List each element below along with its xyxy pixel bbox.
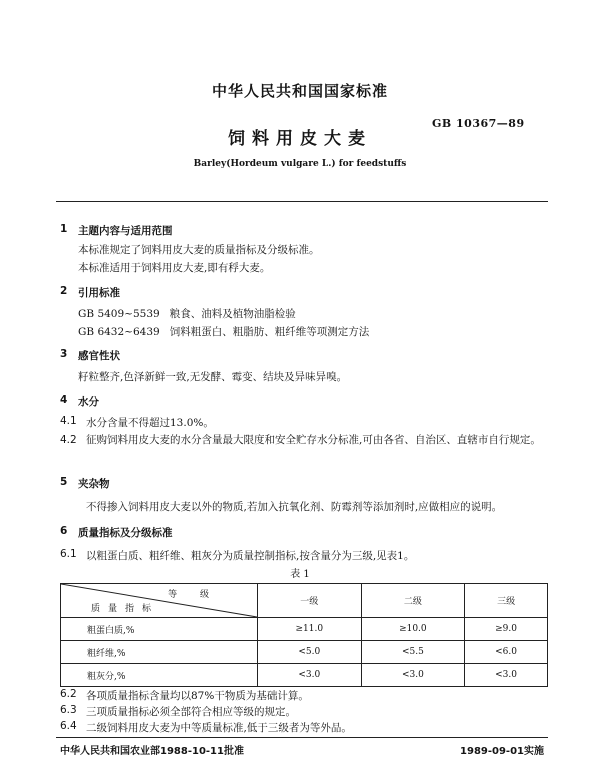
table-cell: ≥9.0 (465, 618, 548, 641)
table-diagonal-header (61, 584, 258, 618)
table-caption: 表 1 (290, 569, 310, 580)
top-rule (56, 201, 548, 202)
row-label: 粗灰分,% (61, 664, 258, 687)
section-5-title: 夹杂物 (78, 478, 110, 490)
clause-6-1-text: 以粗蛋白质、粗纤维、粗灰分为质量控制指标,按含量分为三级,见表1。 (86, 550, 415, 562)
table-cell: <3.0 (361, 664, 465, 687)
table-cell: <6.0 (465, 641, 548, 664)
clause-6-2-number: 6.2 (60, 688, 77, 700)
reference-1: GB 5409~5539 粮食、油料及植物油脂检验 (78, 308, 296, 320)
table-row (61, 618, 548, 641)
table-header-row (61, 584, 548, 618)
clause-4-2-text: 征购饲料用皮大麦的水分含量最大限度和安全贮存水分标准,可由各省、自治区、直辖市自行规定。 (86, 434, 541, 446)
table-cell: ≥11.0 (258, 618, 362, 641)
section-2-number: 2 (60, 285, 68, 297)
clause-6-1-number: 6.1 (60, 548, 77, 560)
reference-2: GB 6432~6439 饲料粗蛋白、粗脂肪、粗纤维等项测定方法 (78, 326, 370, 338)
clause-6-3-number: 6.3 (60, 704, 77, 716)
clause-4-1-number: 4.1 (60, 415, 77, 427)
section-1-number: 1 (60, 223, 68, 235)
section-3-title: 感官性状 (78, 350, 120, 362)
row-label: 粗纤维,% (61, 641, 258, 664)
section-6-number: 6 (60, 525, 68, 537)
table-cell: ≥10.0 (361, 618, 465, 641)
clause-4-2-number: 4.2 (60, 434, 77, 446)
table-cell: <5.0 (258, 641, 362, 664)
table-cell: <3.0 (258, 664, 362, 687)
effective-date: 1989-09-01实施 (460, 746, 544, 757)
table-row (61, 664, 548, 687)
standard-title: 中华人民共和国国家标准 (211, 82, 388, 100)
section-6-title: 质量指标及分级标准 (78, 527, 173, 539)
section-3-number: 3 (60, 348, 68, 360)
document-title: 饲料用皮大麦 (228, 129, 372, 149)
approval-line: 中华人民共和国农业部1988-10-11批准 (60, 746, 244, 757)
standard-code: GB 10367—89 (432, 117, 525, 130)
section-1-paragraph-1: 本标准规定了饲料用皮大麦的质量指标及分级标准。 (78, 244, 320, 256)
table-row (61, 641, 548, 664)
clause-6-2-text: 各项质量指标含量均以87%干物质为基础计算。 (86, 690, 309, 702)
header-quality-index: 质量指标 (91, 604, 160, 614)
section-4-title: 水分 (78, 396, 99, 408)
header-grade: 等 级 (168, 590, 219, 600)
clause-6-4-text: 二级饲料用皮大麦为中等质量标准,低于三级者为等外品。 (86, 722, 352, 734)
header-grade-3: 三级 (465, 584, 548, 618)
clause-4-1-text: 水分含量不得超过13.0%。 (86, 417, 214, 429)
section-4-number: 4 (60, 394, 68, 406)
table-cell: <3.0 (465, 664, 548, 687)
section-1-paragraph-2: 本标准适用于饲料用皮大麦,即有稃大麦。 (78, 262, 271, 274)
english-title: Barley(Hordeum vulgare L.) for feedstuffs (193, 159, 407, 169)
section-3-paragraph: 籽粒整齐,色泽新鲜一致,无发酵、霉变、结块及异味异嗅。 (78, 371, 348, 383)
bottom-rule (56, 737, 548, 738)
header-grade-1: 一级 (258, 584, 362, 618)
table-cell: <5.5 (361, 641, 465, 664)
row-label: 粗蛋白质,% (61, 618, 258, 641)
header-grade-2: 二级 (361, 584, 465, 618)
section-2-title: 引用标准 (78, 287, 120, 299)
quality-table (60, 583, 548, 687)
clause-6-3-text: 三项质量指标必须全部符合相应等级的规定。 (86, 706, 296, 718)
section-5-number: 5 (60, 476, 68, 488)
clause-6-4-number: 6.4 (60, 720, 77, 732)
section-1-title: 主题内容与适用范围 (78, 225, 173, 237)
section-5-paragraph: 不得掺入饲料用皮大麦以外的物质,若加入抗氧化剂、防霉剂等添加剂时,应做相应的说明。 (86, 501, 503, 513)
